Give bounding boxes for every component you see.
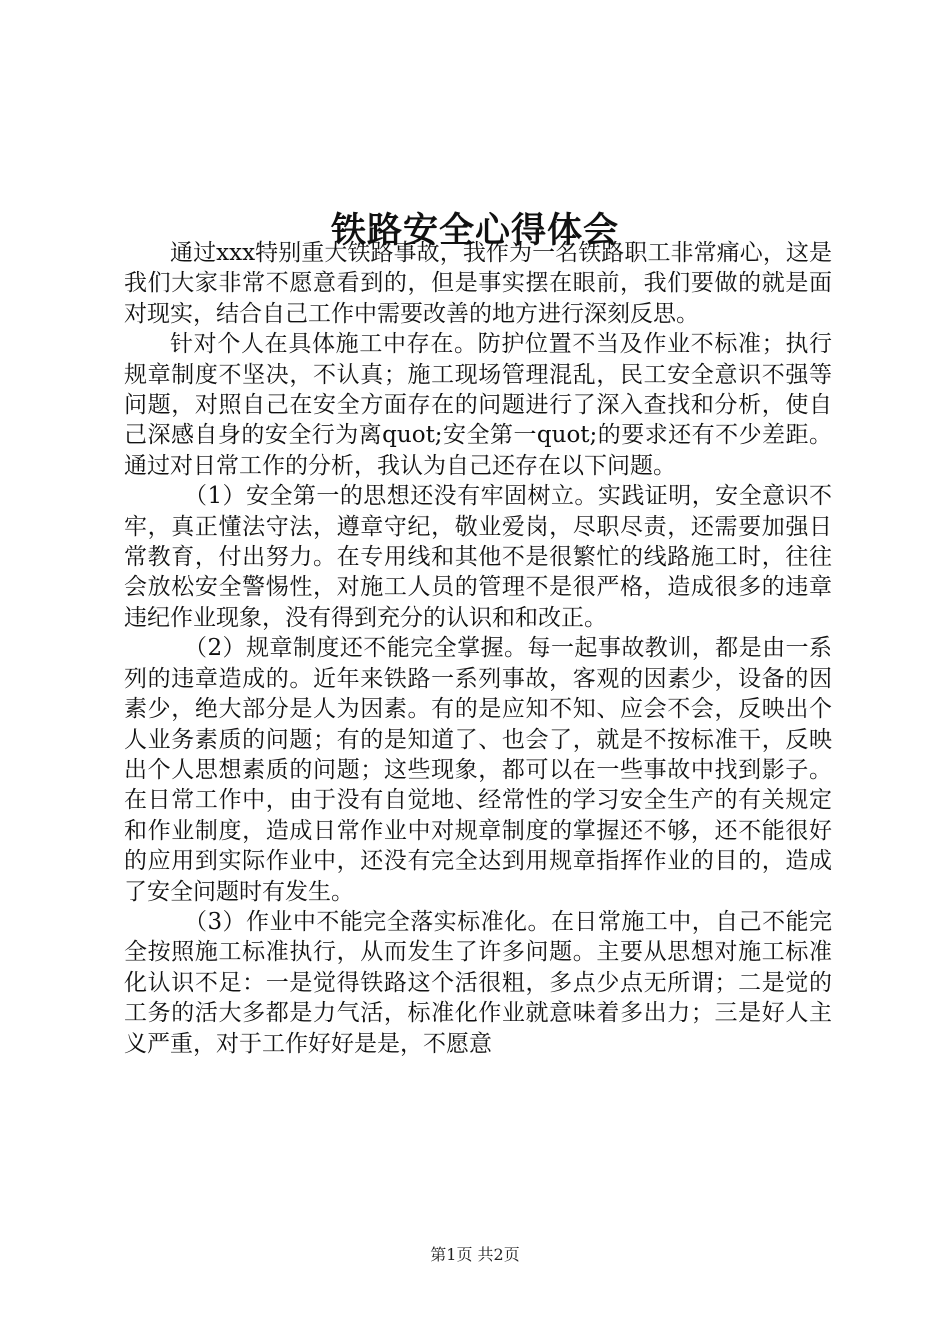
paragraph-item-2: （2）规章制度还不能完全掌握。每一起事故教训，都是由一系列的违章造成的。近年来铁路一系列事故，客观的因素少，设备的因素少，绝大部分是人为因素。有的是应知不知、应会不会，反映出个人业务素质的问题；有的是知道了、也会了，就是不按标准干，反映出个人思想素质的问题；这些现象，都可以在一些事故中找到影子。在日常工作中，由于没有自觉地、经常性的学习安全生产的有关规定和作业制度，造成日常作业中对规章制度的掌握还不够，还不能很好的应用到实际作业中，还没有完全达到用规章指挥作业的目的，造成了安全问题时有发生。 bbox=[124, 635, 832, 905]
page-footer: 第1页 共2页 bbox=[430, 1245, 520, 1264]
document-title: 铁路安全心得体会 bbox=[330, 210, 619, 252]
paragraph-item-3: （3）作业中不能完全落实标准化。在日常施工中，自己不能完全按照施工标准执行，从而发生了许多问题。主要从思想对施工标准化认识不足：一是觉得铁路这个活很粗，多点少点无所谓；二是觉的工务的活大多都是力气活，标准化作业就意味着多出力；三是好人主义严重，对于工作好好是是，不愿意 bbox=[124, 908, 832, 1057]
paragraph-item-1: （1）安全第一的思想还没有牢固树立。实践证明，安全意识不牢，真正懂法守法，遵章守纪，敬业爱岗，尽职尽责，还需要加强日常教育，付出努力。在专用线和其他不是很繁忙的线路施工时，往往会放松安全警惕性，对施工人员的管理不是很严格，造成很多的违章违纪作业现象，没有得到充分的认识和和改正。 bbox=[124, 483, 832, 631]
paragraph-intro: 通过xxx特别重大铁路事故，我作为一名铁路职工非常痛心，这是我们大家非常不愿意看到的，但是事实摆在眼前，我们要做的就是面对现实，结合自己工作中需要改善的地方进行深刻反思。 bbox=[124, 240, 832, 327]
paragraph-problems: 针对个人在具体施工中存在。防护位置不当及作业不标准；执行规章制度不坚决，不认真；施工现场管理混乱，民工安全意识不强等问题，对照自己在安全方面存在的问题进行了深入查找和分析，使自己深感自身的安全行为离quot;安全第一quot;的要求还有不少差距。通过对日常工作的分析，我认为自己还存在以下问题。 bbox=[124, 331, 832, 479]
document-body bbox=[124, 238, 832, 1059]
